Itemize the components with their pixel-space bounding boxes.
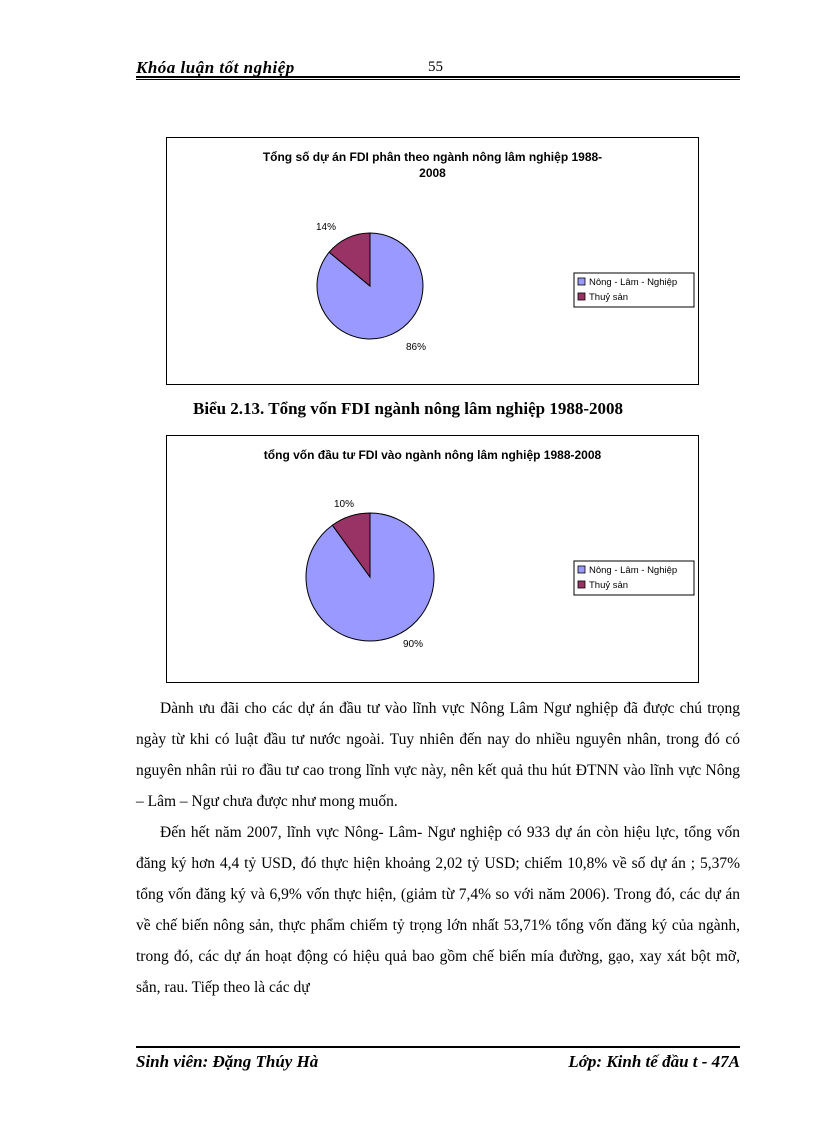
legend-label: Nông - Lâm - Nghiệp	[589, 277, 678, 288]
header-title: Khóa luận tốt nghiệp	[136, 58, 295, 77]
data-label: 90%	[403, 639, 424, 650]
chart-capital	[166, 435, 699, 683]
legend-swatch	[578, 278, 585, 285]
paragraph: Dành ưu đãi cho các dự án đầu tư vào lĩnh vực Nông Lâm Ngư nghiệp đã được chú trọng ngày từ khi có luật đầu tư nước ngoài. Tuy nhiên đến nay do nhiều nguyên nhân, trong đó có nguyên nhân rủi ro đầu tư cao trong lĩnh vực này, nên kết quả thu hút ĐTNN vào lĩnh vực Nông – Lâm – Ngư chưa được như mong muốn.	[136, 700, 740, 810]
body-text	[136, 693, 740, 1003]
pie-chart-capital	[167, 436, 698, 682]
figure-caption: Biểu 2.13. Tổng vốn FDI ngành nông lâm nghiệp 1988-2008	[193, 399, 623, 418]
chart-title-line-1: tổng vốn đầu tư FDI vào ngành nông lâm nghiệp 1988-2008	[263, 448, 602, 462]
data-label: 86%	[406, 342, 427, 353]
legend-swatch	[578, 581, 585, 588]
data-label: 14%	[316, 222, 337, 233]
legend-label: Thuỷ sản	[589, 292, 629, 303]
data-label: 10%	[334, 499, 355, 510]
page-number: 55	[428, 59, 443, 75]
legend-label: Nông - Lâm - Nghiệp	[589, 565, 678, 576]
footer-rule	[136, 1046, 740, 1048]
header-rule	[136, 76, 740, 78]
legend-swatch	[578, 293, 585, 300]
chart-title-line-2: 2008	[419, 166, 446, 180]
footer-class: Lớp: Kinh tế đầu t - 47A	[568, 1052, 740, 1071]
paragraph: Đến hết năm 2007, lĩnh vực Nông- Lâm- Ngư nghiệp có 933 dự án còn hiệu lực, tổng vốn đăng ký hơn 4,4 tỷ USD, đó thực hiện khoảng 2,02 tỷ USD; chiếm 10,8% về số dự án ; 5,37% tổng vốn đăng ký và 6,9% vốn thực hiện, (giảm từ 7,4% so với năm 2006). Trong đó, các dự án về chế biến nông sản, thực phẩm chiếm tỷ trọng lớn nhất 53,71% tổng vốn đăng ký của ngành, trong đó, các dự án hoạt động có hiệu quả bao gồm chế biến mía đường, gạo, xay xát bột mỡ, sắn, rau. Tiếp theo là các dự	[136, 824, 740, 996]
chart-projects	[166, 137, 699, 385]
footer-student: Sinh viên: Đặng Thúy Hà	[136, 1052, 319, 1071]
pie-chart-projects	[167, 138, 698, 384]
header-rule-thin	[136, 79, 740, 80]
legend-swatch	[578, 566, 585, 573]
legend-label: Thuỷ sản	[589, 580, 629, 591]
chart-title-line-1: Tổng số dự án FDI phân theo ngành nông lâm nghiệp 1988-	[262, 150, 603, 164]
